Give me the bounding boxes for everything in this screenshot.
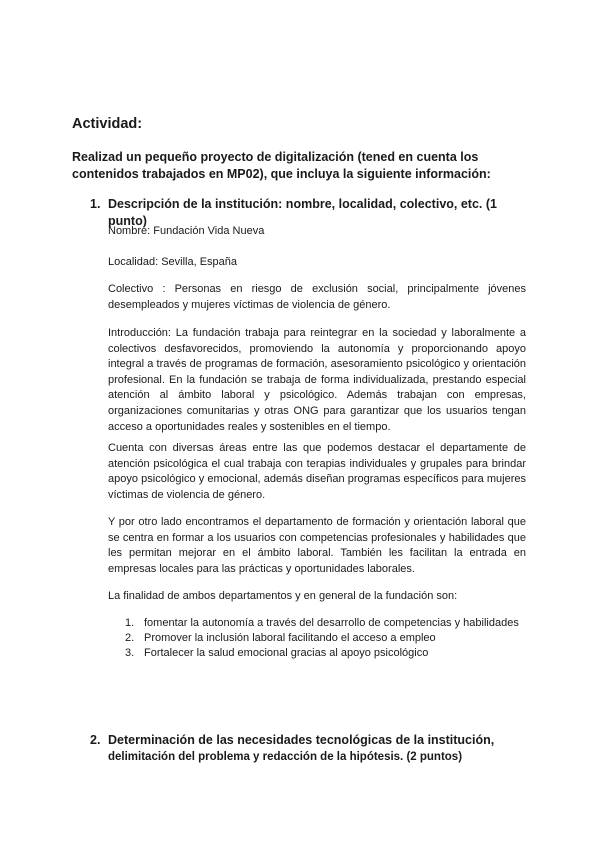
list-item-number: 1. bbox=[125, 617, 135, 629]
introduction-paragraph: Introducción: La fundación trabaja para reintegrar en la sociedad y laboralmente a colectivos desfavorecidos, promoviendo la autonomía y proporcionando apoyo integral a través de programas de formación, asesoramiento psicológico y orientación profesional. En la fundación se trabaja de forma individualizada, prestando especial atención al ámbito laboral y psicológico. Además trabajan con empresas, organizaciones comunitarias y otras ONG para garantizar que los usuarios tengan acceso a oportunidades reales y sostenibles en el tiempo. bbox=[108, 327, 526, 433]
activity-instructions: Realizad un pequeño proyecto de digitalización (tened en cuenta los contenidos trabajados en MP02), que incluya la siguiente información: bbox=[72, 150, 491, 181]
purpose-text: La finalidad de ambos departamentos y en general de la fundación son: bbox=[108, 590, 458, 602]
section-2-title-line-2: delimitación del problema y redacción de la hipótesis. (2 puntos) bbox=[108, 751, 463, 763]
list-item-text: Fortalecer la salud emocional gracias al apoyo psicológico bbox=[144, 647, 429, 659]
list-item bbox=[108, 616, 528, 631]
activity-heading: Actividad: bbox=[72, 116, 143, 132]
institution-location: Localidad: Sevilla, España bbox=[108, 256, 238, 268]
list-item-text: fomentar la autonomía a través del desarrollo de competencias y habilidades bbox=[144, 617, 519, 629]
section-2-title-line-1: Determinación de las necesidades tecnológicas de la institución, bbox=[108, 733, 495, 747]
collective-paragraph: Colectivo : Personas en riesgo de exclusión social, principalmente jóvenes desempleados y mujeres víctimas de violencia de género. bbox=[108, 283, 526, 311]
areas-paragraph: Cuenta con diversas áreas entre las que podemos destacar el departamente de atención psicológica el cual trabaja con terapias individuales y grupales para brindar apoyo psicológico y emocional, además diseñan programas específicos para mujeres víctimas de violencia de género. bbox=[108, 442, 526, 501]
section-2-title bbox=[108, 732, 508, 766]
list-item bbox=[108, 646, 528, 661]
section-2-number: 2. bbox=[90, 733, 101, 747]
list-item bbox=[108, 631, 528, 646]
section-1-title: Descripción de la institución: nombre, localidad, colectivo, etc. (1 punto) bbox=[108, 197, 497, 228]
section-1-number: 1. bbox=[90, 197, 101, 211]
institution-name: Nombre: Fundación Vida Nueva bbox=[108, 225, 265, 237]
list-item-text: Promover la inclusión laboral facilitando el acceso a empleo bbox=[144, 632, 436, 644]
goals-list bbox=[108, 616, 528, 661]
list-item-number: 2. bbox=[125, 632, 135, 644]
training-paragraph: Y por otro lado encontramos el departamento de formación y orientación laboral que se centra en formar a los usuarios con competencias profesionales y habilidades que les permitan mejorar en el ámbito laboral. También les facilitan la entrada en empresas locales para las prácticas y oportunidades laborales. bbox=[108, 516, 526, 575]
list-item-number: 3. bbox=[125, 647, 135, 659]
